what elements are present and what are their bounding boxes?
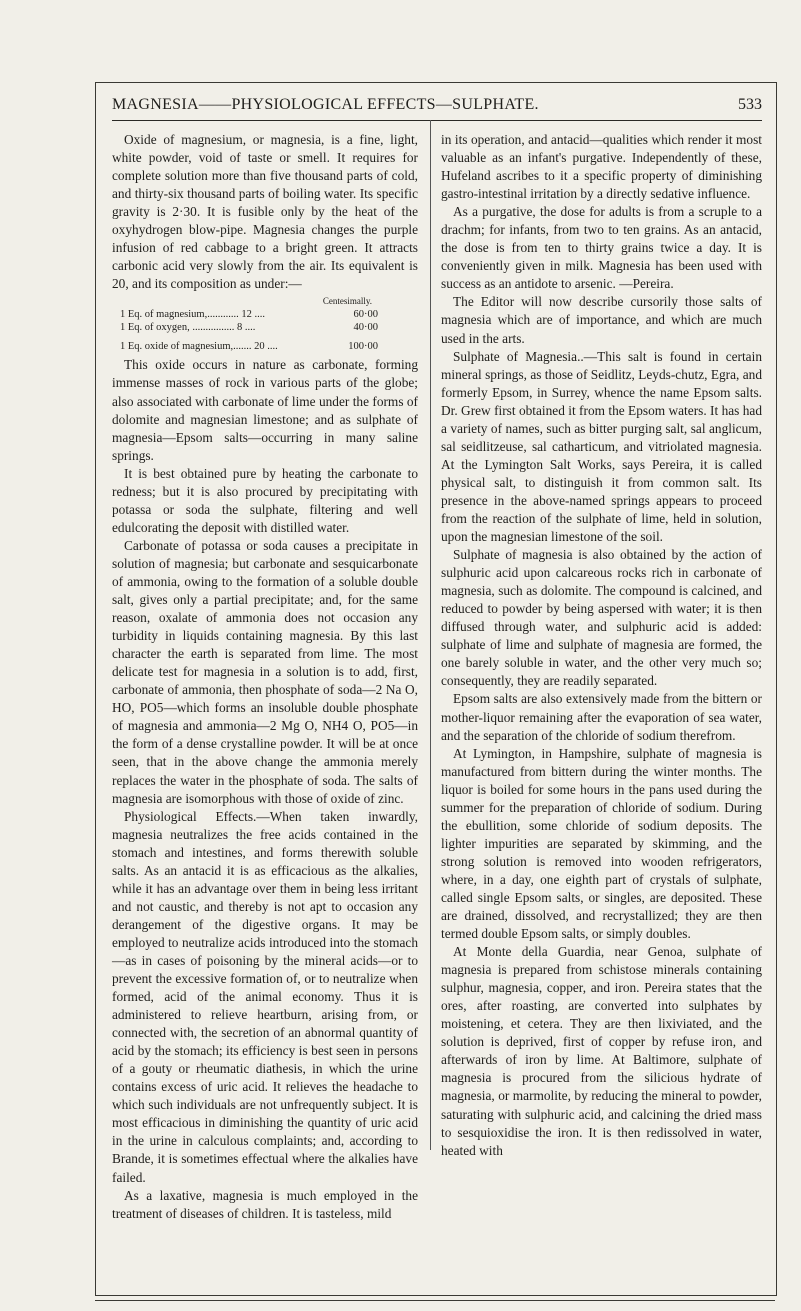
composition-table [112, 295, 418, 353]
table-header: Centesimally. [322, 296, 372, 307]
row-value: 40·00 [353, 322, 378, 334]
row-label: 1 Eq. oxide of magnesium,....... 20 .... [120, 341, 278, 353]
left-column [112, 131, 418, 1223]
row-label: 1 Eq. of oxygen, ................ 8 .... [120, 322, 256, 334]
table-row [112, 321, 418, 334]
right-column [441, 131, 762, 1160]
paragraph: At Monte della Guardia, near Genoa, sulphate of magnesia is prepared from schistose minerals containing sulphur, magnesia, copper, and iron. Pereira states that the ores, after roasting, are converted into sulphates by moistening, et cetera. They are then lixiviated, and the solution is deprived, first of copper by refuse iron, and afterwards of iron by lime. At Baltimore, sulphate of magnesia is procured from the silicious hydrate of magnesia, or marmolite, by reducing the mineral to powder, saturating with sulphuric acid, and calcining the dried mass to sesquioxidise the iron. It is then redissolved in water, heated with [441, 944, 762, 1158]
paragraph: Epsom salts are also extensively made from the bittern or mother-liquor remaining after the evaporation of sea water, and the separation of the chloride of sodium therefrom. [441, 691, 762, 743]
table-row [112, 308, 418, 321]
paragraph: in its operation, and antacid—qualities which render it most valuable as an infant's purgative. Independently of these, Hufeland ascribes to it a specific property of diminishing gastro-intestinal irritation by a directly sedative influence. [441, 132, 762, 202]
paragraph: Sulphate of magnesia is also obtained by the action of sulphuric acid upon calcareous rocks rich in carbonate of magnesia, such as dolomite. The compound is calcined, and reduced to powder by being aspersed with water; it is then diffused through water, and sulphuric acid is added: sulphate of lime and sulphate of magnesia are formed, the one barely soluble in water, and the other very much so; consequently, they are readily separated. [441, 547, 762, 689]
paragraph: Oxide of magnesium, or magnesia, is a fine, light, white powder, void of taste or smell. It requires for complete solution more than five thousand parts of cold, and thirty-six thousand parts of boiling water. Its specific gravity is 2·30. It is fusible only by the heat of the oxyhydrogen blow-pipe. Magnesia changes the purple infusion of red cabbage to a bright green. It attracts carbonic acid very slowly from the air. Its equivalent is 20, and its composition as under:— [112, 132, 418, 292]
row-value: 60·00 [353, 309, 378, 321]
header-rule [112, 120, 762, 121]
paragraph: As a purgative, the dose for adults is from a scruple to a drachm; for infants, from two to ten grains. As an antacid, the dose is from ten to thirty grains twice a day. It is conveniently given in milk. Magnesia has been used with success as an antidote to arsenic. —Pereira. [441, 204, 762, 292]
bottom-rule [95, 1300, 775, 1301]
page-number: 533 [738, 96, 762, 113]
column-divider [430, 120, 431, 1150]
paragraph: This oxide occurs in nature as carbonate, forming immense masses of rock in various parts of the globe; also associated with carbonate of lime under the forms of dolomite and magnesian limestone; and as sulphate of magnesia—Epsom salts—occurring in many saline springs. [112, 357, 418, 463]
table-sum-row [112, 340, 418, 353]
paragraph: At Lymington, in Hampshire, sulphate of magnesia is manufactured from bittern during the winter months. The liquor is boiled for some hours in the pans used during the summer for the preparation of chloride of sodium. During the ebullition, some chloride of sodium deposits. The lighter impurities are separated by skimming, and the strong solution is removed into wooden refrigerators, where, in a day, one eighth part of crystals of sulphate, called single Epsom salts, or singles, are deposited. These are drained, dissolved, and recrystallized; they are then termed double Epsom salts, or simply doubles. [441, 745, 762, 942]
paragraph: It is best obtained pure by heating the carbonate to redness; but it is also procured by precipitating with potassa or soda the sulphate, filtering and well edulcorating the deposit with distilled water. [112, 465, 418, 535]
paragraph: The Editor will now describe cursorily those salts of magnesia which are of importance, and which are much used in the arts. [441, 294, 762, 346]
running-title: MAGNESIA——PHYSIOLOGICAL EFFECTS—SULPHATE. [112, 96, 539, 113]
row-label: 1 Eq. of magnesium,............ 12 .... [120, 309, 265, 321]
row-value: 100·00 [348, 341, 378, 353]
paragraph: Carbonate of potassa or soda causes a precipitate in solution of magnesia; but carbonate and sesquicarbonate of ammonia, owing to the formation of a soluble double salt, gives only a partial precipitate; and, for the same reason, oxalate of ammonia does not occasion any turbidity in liquids containing magnesia. By this last character the earth is separated from lime. The most delicate test for magnesia in a solution is to add, first, carbonate of ammonia, then phosphate of soda—2 Na O, HO, PO5—which forms an insoluble double phosphate of magnesia and ammonia—2 Mg O, NH4 O, PO5—in the form of a dense crystalline powder. It will be at once seen, that in the above change the ammonia merely replaces the water in the phosphate of soda. The salts of magnesia are isomorphous with those of oxide of zinc. [112, 537, 418, 806]
paragraph: Physiological Effects.—When taken inwardly, magnesia neutralizes the free acids contained in the stomach and intestines, and forms therewith soluble salts. As an antacid it is as efficacious as the alkalies, while it has an advantage over them in being less irritant and not caustic, and thereby is not apt to occasion any derangement of the digestive organs. It may be employed to neutralize acids introduced into the stomach—as in cases of poisoning by the mineral acids—or to prevent the excessive formation of, or to neutralize when formed, acid of the animal economy. Thus it is administered to relieve heartburn, arising from, or connected with, the secretion of an abnormal quantity of acid by the stomach; its efficiency is best seen in persons of a gouty or rheumatic diathesis, in which the urine contains excess of uric acid. It relieves the headache to which such individuals are not unfrequently subject. It is most efficacious in diminishing the quantity of uric acid in the urine in calculous complaints; and, according to Brande, it is sometimes effectual where the alkalies have failed. [112, 808, 418, 1185]
paragraph: As a laxative, magnesia is much employed in the treatment of diseases of children. It is tasteless, mild [112, 1187, 418, 1221]
paragraph: Sulphate of Magnesia..—This salt is found in certain mineral springs, as those of Seidlitz, Leyds-chutz, Egra, and formerly Epsom, in Surrey, whence the name Epsom salts. Dr. Grew first obtained it from the Epsom waters. It has had a variety of names, such as bitter purging salt, sal anglicum, sal seidlitzeuse, sal catharticum, and vitriolated magnesia. At the Lymington Salt Works, says Pereira, it is called physical salt, to distinguish it from common salt. Its presence in the above-named springs appears to proceed from the reaction of the sulphate of lime, held in solution, upon the magnesian limestone of the soil. [441, 348, 762, 545]
